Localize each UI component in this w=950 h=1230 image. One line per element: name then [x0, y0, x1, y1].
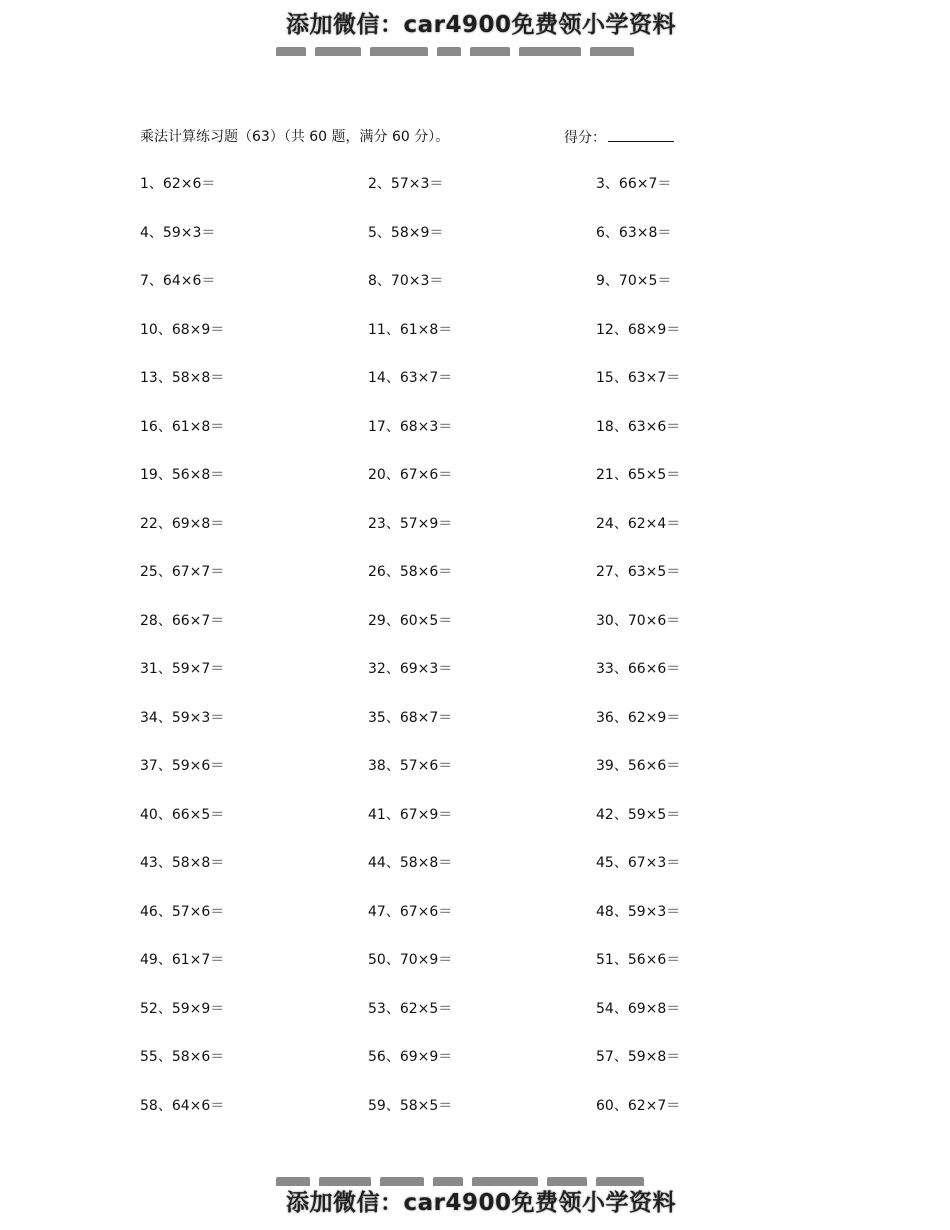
problem-item: 11、61×8＝	[368, 321, 453, 338]
worksheet-header	[140, 126, 680, 148]
problem-item: 38、57×6＝	[368, 758, 453, 774]
problem-item: 46、57×6＝	[140, 903, 225, 920]
problem-item: 14、63×7＝	[368, 370, 453, 386]
problem-item: 45、67×3＝	[596, 855, 681, 871]
problem-item: 30、70×6＝	[596, 612, 681, 629]
problem-item: 52、59×9＝	[140, 1000, 225, 1017]
problem-item: 47、67×6＝	[368, 903, 453, 920]
problem-item: 8、70×3＝	[368, 273, 444, 289]
problem-item: 37、59×6＝	[140, 758, 225, 774]
watermark-top: 添加微信：car4900免费领小学资料	[286, 12, 677, 38]
problem-item: 28、66×7＝	[140, 612, 225, 629]
score-field	[564, 126, 674, 149]
problem-item: 19、56×8＝	[140, 467, 225, 483]
problem-item: 51、56×6＝	[596, 952, 681, 968]
problem-item: 58、64×6＝	[140, 1097, 225, 1114]
problem-item: 6、63×8＝	[596, 224, 672, 241]
problem-item: 12、68×9＝	[596, 321, 681, 338]
problem-item: 41、67×9＝	[368, 806, 453, 823]
problem-item: 24、62×4＝	[596, 515, 681, 532]
problem-item: 60、62×7＝	[596, 1097, 681, 1114]
problem-item: 36、62×9＝	[596, 709, 681, 726]
problem-item: 13、58×8＝	[140, 370, 225, 386]
problem-item: 35、68×7＝	[368, 709, 453, 726]
problem-item: 55、58×6＝	[140, 1049, 225, 1065]
problem-item: 50、70×9＝	[368, 952, 453, 968]
problem-item: 4、59×3＝	[140, 224, 216, 241]
problem-item: 33、66×6＝	[596, 661, 681, 677]
problem-item: 22、69×8＝	[140, 515, 225, 532]
problem-item: 10、68×9＝	[140, 321, 225, 338]
cropped-text-top	[276, 42, 680, 56]
problem-item: 40、66×5＝	[140, 806, 225, 823]
worksheet-title: 乘法计算练习题（63）（共 60 题，满分 60 分）。	[140, 129, 450, 145]
problem-item: 23、57×9＝	[368, 515, 453, 532]
problem-item: 44、58×8＝	[368, 855, 453, 871]
problem-item: 53、62×5＝	[368, 1000, 453, 1017]
problem-item: 27、63×5＝	[596, 564, 681, 580]
problem-item: 16、61×8＝	[140, 418, 225, 435]
problem-item: 43、58×8＝	[140, 855, 225, 871]
problem-item: 49、61×7＝	[140, 952, 225, 968]
problem-grid	[140, 173, 700, 1143]
problem-item: 54、69×8＝	[596, 1000, 681, 1017]
problem-item: 17、68×3＝	[368, 418, 453, 435]
problem-item: 2、57×3＝	[368, 176, 444, 192]
problem-item: 1、62×6＝	[140, 176, 216, 192]
score-label: 得分：	[564, 130, 606, 146]
problem-item: 3、66×7＝	[596, 176, 672, 192]
watermark-bottom: 添加微信：car4900免费领小学资料	[286, 1190, 677, 1216]
problem-item: 32、69×3＝	[368, 661, 453, 677]
problem-item: 48、59×3＝	[596, 903, 681, 920]
problem-item: 20、67×6＝	[368, 467, 453, 483]
problem-item: 7、64×6＝	[140, 273, 216, 289]
score-blank[interactable]	[608, 126, 674, 142]
problem-item: 21、65×5＝	[596, 467, 681, 483]
problem-item: 56、69×9＝	[368, 1049, 453, 1065]
problem-item: 42、59×5＝	[596, 806, 681, 823]
problem-item: 57、59×8＝	[596, 1049, 681, 1065]
problem-item: 15、63×7＝	[596, 370, 681, 386]
problem-item: 59、58×5＝	[368, 1097, 453, 1114]
problem-item: 31、59×7＝	[140, 661, 225, 677]
problem-item: 29、60×5＝	[368, 612, 453, 629]
problem-item: 39、56×6＝	[596, 758, 681, 774]
problem-item: 9、70×5＝	[596, 273, 672, 289]
problem-item: 26、58×6＝	[368, 564, 453, 580]
cropped-text-bottom	[276, 1172, 680, 1186]
problem-item: 5、58×9＝	[368, 224, 444, 241]
problem-item: 18、63×6＝	[596, 418, 681, 435]
problem-item: 25、67×7＝	[140, 564, 225, 580]
problem-item: 34、59×3＝	[140, 709, 225, 726]
